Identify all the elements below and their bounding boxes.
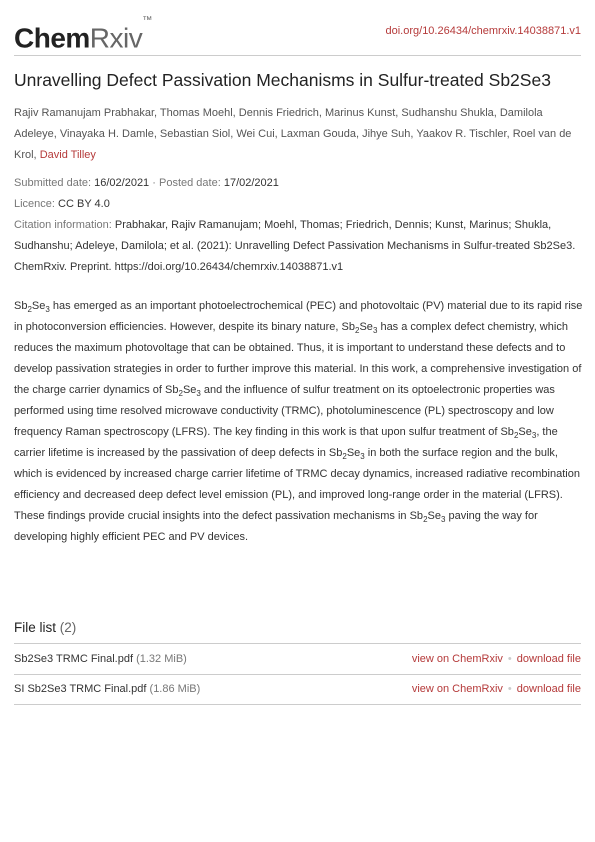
- citation-block: [14, 215, 584, 278]
- file-row-divider: [14, 704, 581, 705]
- submitted-date: 16/02/2021: [94, 177, 150, 189]
- file-list-title: File list: [14, 620, 57, 635]
- author-list: [14, 103, 584, 166]
- paper-title: Unravelling Defect Passivation Mechanisms in Sulfur-treated Sb2Se3: [14, 70, 551, 90]
- view-on-chemrxiv-link[interactable]: view on ChemRxiv: [411, 683, 503, 695]
- chemrxiv-logo: [14, 15, 152, 55]
- posted-label: Posted date:: [158, 177, 221, 189]
- action-separator: •: [507, 653, 512, 665]
- file-list-heading: [14, 620, 76, 635]
- file-name: Sb2Se3 TRMC Final.pdf: [14, 653, 134, 665]
- file-size: (1.86 MiB): [149, 683, 201, 695]
- trademark-mark: ™: [142, 15, 152, 26]
- download-file-link[interactable]: download file: [516, 653, 581, 665]
- view-on-chemrxiv-link[interactable]: view on ChemRxiv: [411, 653, 503, 665]
- file-row: [14, 644, 581, 674]
- doi-link[interactable]: doi.org/10.26434/chemrxiv.14038871.v1: [385, 25, 581, 37]
- abstract: $Sb_2Se_3$ has emerged as an important photoelectrochemical (PEC) and photovoltaic (PV) material due to its rapid rise in photoconversion efficiencies. However, despite its binary nature, $Sb_2Se_3$ has a complex defect chemistry, which reduces the maximum photovoltage that can be obtained. Thus, it is important to understand these defects and to develop passivation strategies in order to further improve this material. In this work, a comprehensive investigation of the charge carrier dynamics of $Sb_2Se_3$ and the influence of sulfur treatment on its optoelectronic properties was performed using time resolved microwave conductivity (TRMC), photoluminescence (PL) spectroscopy and low frequency Raman spectroscopy (LFRS). The key finding in this work is that upon sulfur treatment of $Sb_2Se_3$, the carrier lifetime is increased by the passivation of deep defects in $Sb_2Se_3$ in both the surface region and the bulk, which is evidenced by increased charge carrier lifetime of TRMC decay dynamics, increased radiative recombination efficiency and decreased deep defect level emission (PL), and improved long-range order in the material (LFRS). These findings provide crucial insights into the defect passivation mechanisms in $Sb_2Se_3$ paving the way for developing highly efficient PEC and PV devices.: [14, 300, 583, 543]
- header-divider: [14, 55, 581, 56]
- corresponding-author-link[interactable]: David Tilley: [39, 149, 96, 161]
- file-size: (1.32 MiB): [136, 653, 187, 665]
- date-separator: ·: [152, 177, 156, 189]
- licence-line: [14, 194, 584, 215]
- licence-label: Licence:: [14, 198, 55, 210]
- citation-text: Prabhakar, Rajiv Ramanujam; Moehl, Thomas; Friedrich, Dennis; Kunst, Marinus; Shukla, Sudhanshu; Adeleye, Damilola; et al. (2021): Unravelling Defect Passivation Mechanisms in Sulfur-treated Sb2Se3. ChemRxiv. Preprint. https://doi.org/10.26434/chemrxiv.14038871.v1: [14, 219, 576, 273]
- logo-rxiv-text: Rxiv: [89, 22, 143, 54]
- file-name: SI Sb2Se3 TRMC Final.pdf: [14, 683, 147, 695]
- authors-text: Rajiv Ramanujam Prabhakar, Thomas Moehl, Dennis Friedrich, Marinus Kunst, Sudhanshu Shukla, Damilola Adeleye, Vinayaka H. Damle, Sebastian Siol, Wei Cui, Laxman Gouda, Jihye Suh, Yaakov R. Tischler, Roel van de Krol,: [14, 107, 572, 161]
- licence-value: CC BY 4.0: [58, 198, 110, 210]
- file-row: [14, 674, 581, 704]
- submitted-label: Submitted date:: [14, 177, 92, 189]
- posted-date: 17/02/2021: [223, 177, 279, 189]
- file-count: (2): [59, 620, 77, 635]
- download-file-link[interactable]: download file: [516, 683, 581, 695]
- action-separator: •: [507, 683, 512, 695]
- logo-chem-text: Chem: [14, 22, 90, 54]
- citation-label: Citation information:: [14, 219, 112, 231]
- dates-line: [14, 173, 584, 194]
